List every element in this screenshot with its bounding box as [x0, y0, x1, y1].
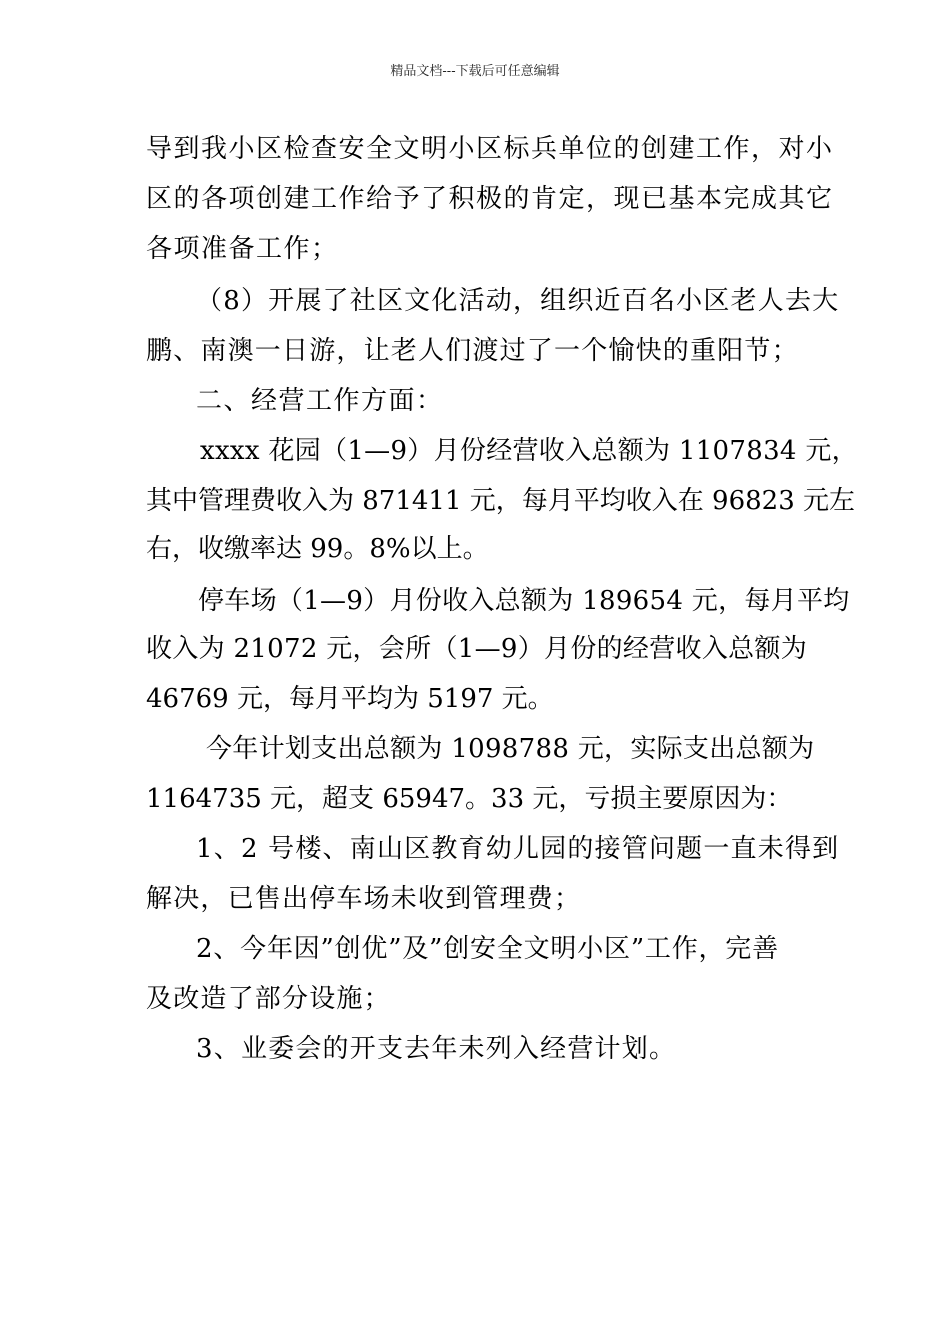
list-item: 3、业委会的开支去年未列入经营计划。: [196, 1034, 677, 1064]
body-line: 停车场（1—9）月份收入总额为 189654 元，每月平均: [198, 586, 850, 616]
body-line: （8）开展了社区文化活动，组织近百名小区老人去大: [196, 286, 840, 316]
body-line: 右，收缴率达 99。8%以上。: [146, 534, 489, 564]
body-line: 区的各项创建工作给予了积极的肯定，现已基本完成其它: [146, 184, 834, 214]
list-item: 1、2 号楼、南山区教育幼儿园的接管问题一直未得到: [196, 834, 840, 864]
section-heading: 二、经营工作方面：: [196, 386, 444, 416]
body-line: 收入为 21072 元，会所（1—9）月份的经营收入总额为: [146, 634, 808, 664]
body-line: 各项准备工作；: [146, 234, 339, 264]
page-header: 精品文档---下载后可任意编辑: [390, 64, 560, 79]
body-line: 鹏、南澳一日游，让老人们渡过了一个愉快的重阳节；: [146, 336, 799, 366]
body-line: 其中管理费收入为 871411 元，每月平均收入在 96823 元左: [146, 486, 856, 516]
body-line: 今年计划支出总额为 1098788 元，实际支出总额为: [206, 734, 815, 764]
list-item-continuation: 及改造了部分设施；: [146, 984, 391, 1014]
body-line: 46769 元，每月平均为 5197 元。: [146, 684, 554, 714]
body-line: xxxx 花园（1—9）月份经营收入总额为 1107834 元，: [200, 436, 858, 466]
list-item-continuation: 解决，已售出停车场未收到管理费；: [146, 884, 582, 914]
list-item: 2、今年因”创优”及”创安全文明小区”工作，完善: [196, 934, 779, 964]
body-line: 1164735 元，超支 65947。33 元，亏损主要原因为：: [146, 784, 793, 814]
body-line: 导到我小区检查安全文明小区标兵单位的创建工作，对小: [146, 134, 834, 164]
